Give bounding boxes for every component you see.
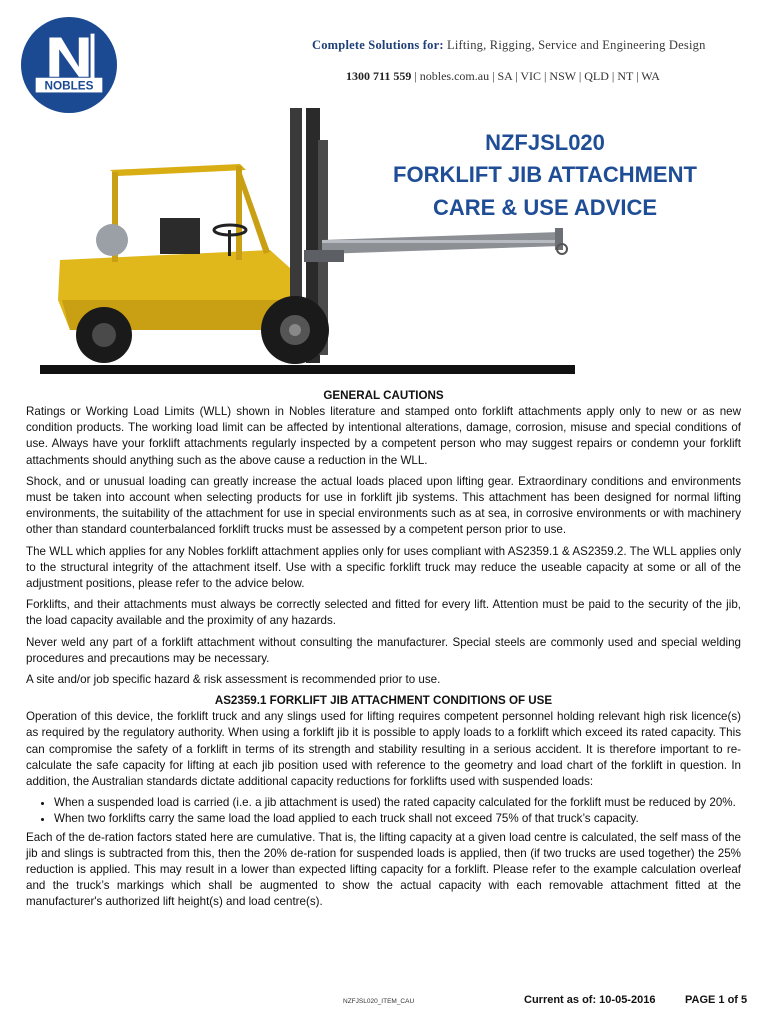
forklift-illustration: [40, 100, 590, 380]
deration-bullet-2: • When two forklifts carry the same load the load applied to each truck shall not exceed 75% of that truck’s capacity.: [54, 811, 741, 827]
deration-list: [26, 795, 741, 827]
footer-document-code: NZFJSL020_ITEM_CAU: [343, 998, 415, 1005]
document-body: [26, 388, 741, 916]
general-cautions-paragraph-6: A site and/or job specific hazard & risk assessment is recommended prior to use.: [26, 673, 441, 687]
conditions-of-use-heading: AS2359.1 FORKLIFT JIB ATTACHMENT CONDITIONS OF USE: [214, 694, 553, 708]
product-code-title: NZFJSL020: [485, 130, 605, 155]
general-cautions-paragraph-1: Ratings or Working Load Limits (WLL) shown in Nobles literature and stamped onto forklift attachments apply only to new or as new condition products. The working load limit can be affected by intentional alterations, damage, corrosion, misuse and special conditions of use. Always have your forklift attachments regularly inspected by a competent person who may suggest repairs or condemn your forklift attachments should anything such as the above cause a reduction in the WLL.: [26, 405, 741, 467]
header-contact: [346, 69, 660, 84]
general-cautions-heading: GENERAL CAUTIONS: [323, 389, 444, 402]
footer-page-number: PAGE 1 of 5: [685, 994, 748, 1006]
general-cautions-paragraph-3: The WLL which applies for any Nobles forklift attachment applies only for uses compliant with AS2359.1 & AS2359.2. The WLL applies only to the structural integrity of the attachment itself. Use with a specific forklift truck may reduce the useable capacity at some or all of the adjustment positions, please refer to the advice below.: [26, 544, 741, 591]
document-type-title: CARE & USE ADVICE: [432, 195, 658, 220]
phone-number: 1300 711 559: [346, 69, 412, 83]
logo-text: NOBLES: [44, 79, 94, 93]
header-tagline: [312, 38, 706, 53]
tagline-bold: Complete Solutions for:: [312, 38, 444, 52]
deration-bullet-1: • When a suspended load is carried (i.e. a jib attachment is used) the rated capacity calculated for the forklift must be reduced by 20%.: [54, 795, 741, 811]
general-cautions-paragraph-2: Shock, and or unusual loading can greatly increase the actual loads placed upon lifting gear. Extraordinary conditions and environments must be taken into account when selecting products for use in forklift jib systems. This attachment has been designed for normal lifting environments, the suitability of the attachment for use in special environments such as at sea, in corrosive environments or with machinery other than standard counterbalanced forklift trucks must be assessed by a competent person prior to use.: [26, 474, 741, 537]
contact-locations: | nobles.com.au | SA | VIC | NSW | QLD | NT | WA: [414, 69, 660, 83]
conditions-paragraph-2: Each of the de-ration factors stated here are cumulative. That is, the lifting capacity at a given load centre is calculated, the self mass of the jib and slings is subtracted from this, then the 20% de-ration for suspended loads is applied, then (if two trucks are used together) the 25% reduction is applied. This may result in a lower than expected lifting capacity for a forklift. Please refer to the example calculation overleaf and the truck’s markings which shall be augmented to show the actual capacity with each removable attachment fitted at the manufacturer's authorized lift height(s) and load centre(s).: [26, 830, 741, 909]
conditions-paragraph-1: Operation of this device, the forklift truck and any slings used for lifting requires competent personnel holding relevant high risk licence(s) as required by the regulatory authority. When using a forklift jib it is possible to apply loads to a forklift which exceed its rated capacity. This can compromise the safety of a forklift in terms of its strength and stability resulting in a serious accident. It is therefore important to re-calculate the safe capacity for lifting at each jib position used with reference to the geometry and load chart of the forklift in question. In addition, the Australian standards dictate additional capacity reductions for forklifts used with suspended loads:: [26, 710, 741, 789]
product-name-title: FORKLIFT JIB ATTACHMENT: [393, 162, 697, 187]
general-cautions-paragraph-5: Never weld any part of a forklift attachment without consulting the manufacturer. Special steels are commonly used and special welding procedures and precautions may be necessary.: [26, 635, 741, 665]
tagline-rest: Lifting, Rigging, Service and Engineering Design: [447, 38, 706, 52]
footer-current-date: Current as of: 10-05-2016: [524, 994, 656, 1006]
general-cautions-paragraph-4: Forklifts, and their attachments must always be correctly selected and fitted for every lift. Attention must be paid to the security of the jib, the load capacity available and the proximity of any hazards.: [26, 598, 741, 628]
